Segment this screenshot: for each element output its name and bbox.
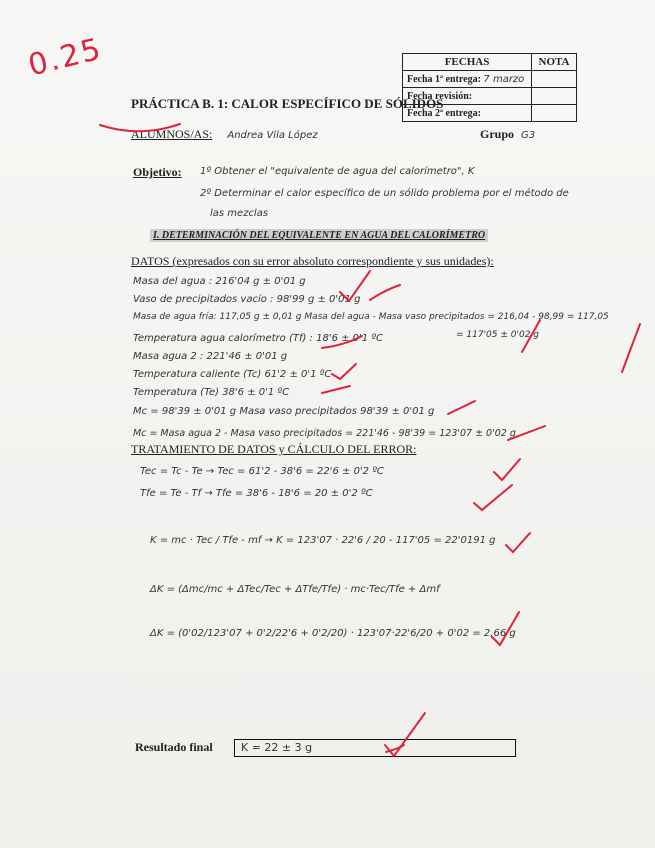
calc-line: ΔK = (Δmc/mc + ΔTec/Tec + ΔTfe/Tfe) · mc·Tec/Tfe + Δmf xyxy=(150,584,440,595)
date-label: Fecha revisión: xyxy=(407,90,473,102)
students-row xyxy=(131,127,318,142)
objective-line: 1º Obtener el "equivalente de agua del calorímetro", K xyxy=(200,166,475,177)
grade-header: NOTA xyxy=(532,54,577,71)
objective-label: Objetivo: xyxy=(133,165,182,179)
data-line: Mc = 98'39 ± 0'01 g Masa vaso precipitados 98'39 ± 0'01 g xyxy=(133,406,435,417)
check-icon xyxy=(494,459,520,480)
grade-mark: 0.25 xyxy=(24,31,106,84)
check-icon xyxy=(322,386,350,393)
group-row xyxy=(480,127,535,142)
data-line-result: = 117'05 ± 0'02 g xyxy=(456,330,539,340)
check-icon xyxy=(370,285,400,300)
calc-line: Tec = Tc - Te → Tec = 61'2 - 38'6 = 22'6 ± 0'2 ºC xyxy=(140,466,384,477)
data-line: Temperatura agua calorímetro (Tf) : 18'6 ± 0'1 ºC xyxy=(133,333,384,344)
data-line: Temperatura (Te) 38'6 ± 0'1 ºC xyxy=(133,387,290,398)
check-icon xyxy=(474,485,512,510)
check-icon xyxy=(332,364,356,379)
date-label: Fecha 2ª entrega: xyxy=(407,107,481,119)
objective-line: 2º Determinar el calor específico de un sólido problema por el método de xyxy=(200,188,569,199)
treatment-heading: TRATAMIENTO DE DATOS y CÁLCULO DEL ERROR: xyxy=(131,442,417,456)
final-result-value: K = 22 ± 3 g xyxy=(241,741,313,754)
date-value: 7 marzo xyxy=(483,73,525,85)
data-line: Masa agua 2 : 221'46 ± 0'01 g xyxy=(133,351,288,362)
final-result-label: Resultado final xyxy=(135,740,213,754)
data-heading: DATOS (expresados con su error absoluto correspondiente y sus unidades): xyxy=(131,254,494,268)
group-value: G3 xyxy=(521,130,536,141)
grade-cell xyxy=(532,88,577,105)
check-icon xyxy=(506,533,530,552)
data-line: Mc = Masa agua 2 - Masa vaso precipitados = 221'46 - 98'39 = 123'07 ± 0'02 g xyxy=(133,428,516,439)
final-result-box xyxy=(234,739,516,757)
data-line: Masa de agua fría: 117,05 g ± 0,01 g Masa del agua - Masa vaso precipitados = 216,04 - 98,99 = 117,05 xyxy=(133,312,609,322)
calc-line: Tfe = Te - Tf → Tfe = 38'6 - 18'6 = 20 ± 0'2 ºC xyxy=(140,488,373,499)
students-value: Andrea Vila López xyxy=(227,130,318,141)
group-label: Grupo xyxy=(480,127,515,141)
objective-line: las mezclas xyxy=(210,208,269,219)
date-label: Fecha 1ª entrega: xyxy=(407,73,481,85)
data-line: Masa del agua : 216'04 g ± 0'01 g xyxy=(133,276,306,287)
page-title: PRÁCTICA B. 1: CALOR ESPECÍFICO DE SÓLIDOS xyxy=(131,96,444,111)
check-icon xyxy=(622,324,640,372)
section-title: I. DETERMINACIÓN DEL EQUIVALENTE EN AGUA DEL CALORÍMETRO xyxy=(150,229,488,242)
students-label: ALUMNOS/AS: xyxy=(131,127,213,141)
grade-cell xyxy=(532,105,577,122)
calc-line: ΔK = (0'02/123'07 + 0'2/22'6 + 0'2/20) · 123'07·22'6/20 + 0'02 = 2,66 g xyxy=(150,628,516,639)
section-heading xyxy=(150,230,488,241)
check-icon xyxy=(448,401,475,414)
date-row-1 xyxy=(403,71,532,88)
data-line: Vaso de precipitados vacío : 98'99 g ± 0'01 g xyxy=(133,294,361,305)
dates-header: FECHAS xyxy=(403,54,532,71)
calc-line: K = mc · Tec / Tfe - mf → K = 123'07 · 22'6 / 20 - 117'05 = 22'0191 g xyxy=(150,535,496,546)
grade-cell xyxy=(532,71,577,88)
data-line: Temperatura caliente (Tc) 61'2 ± 0'1 ºC xyxy=(133,369,332,380)
